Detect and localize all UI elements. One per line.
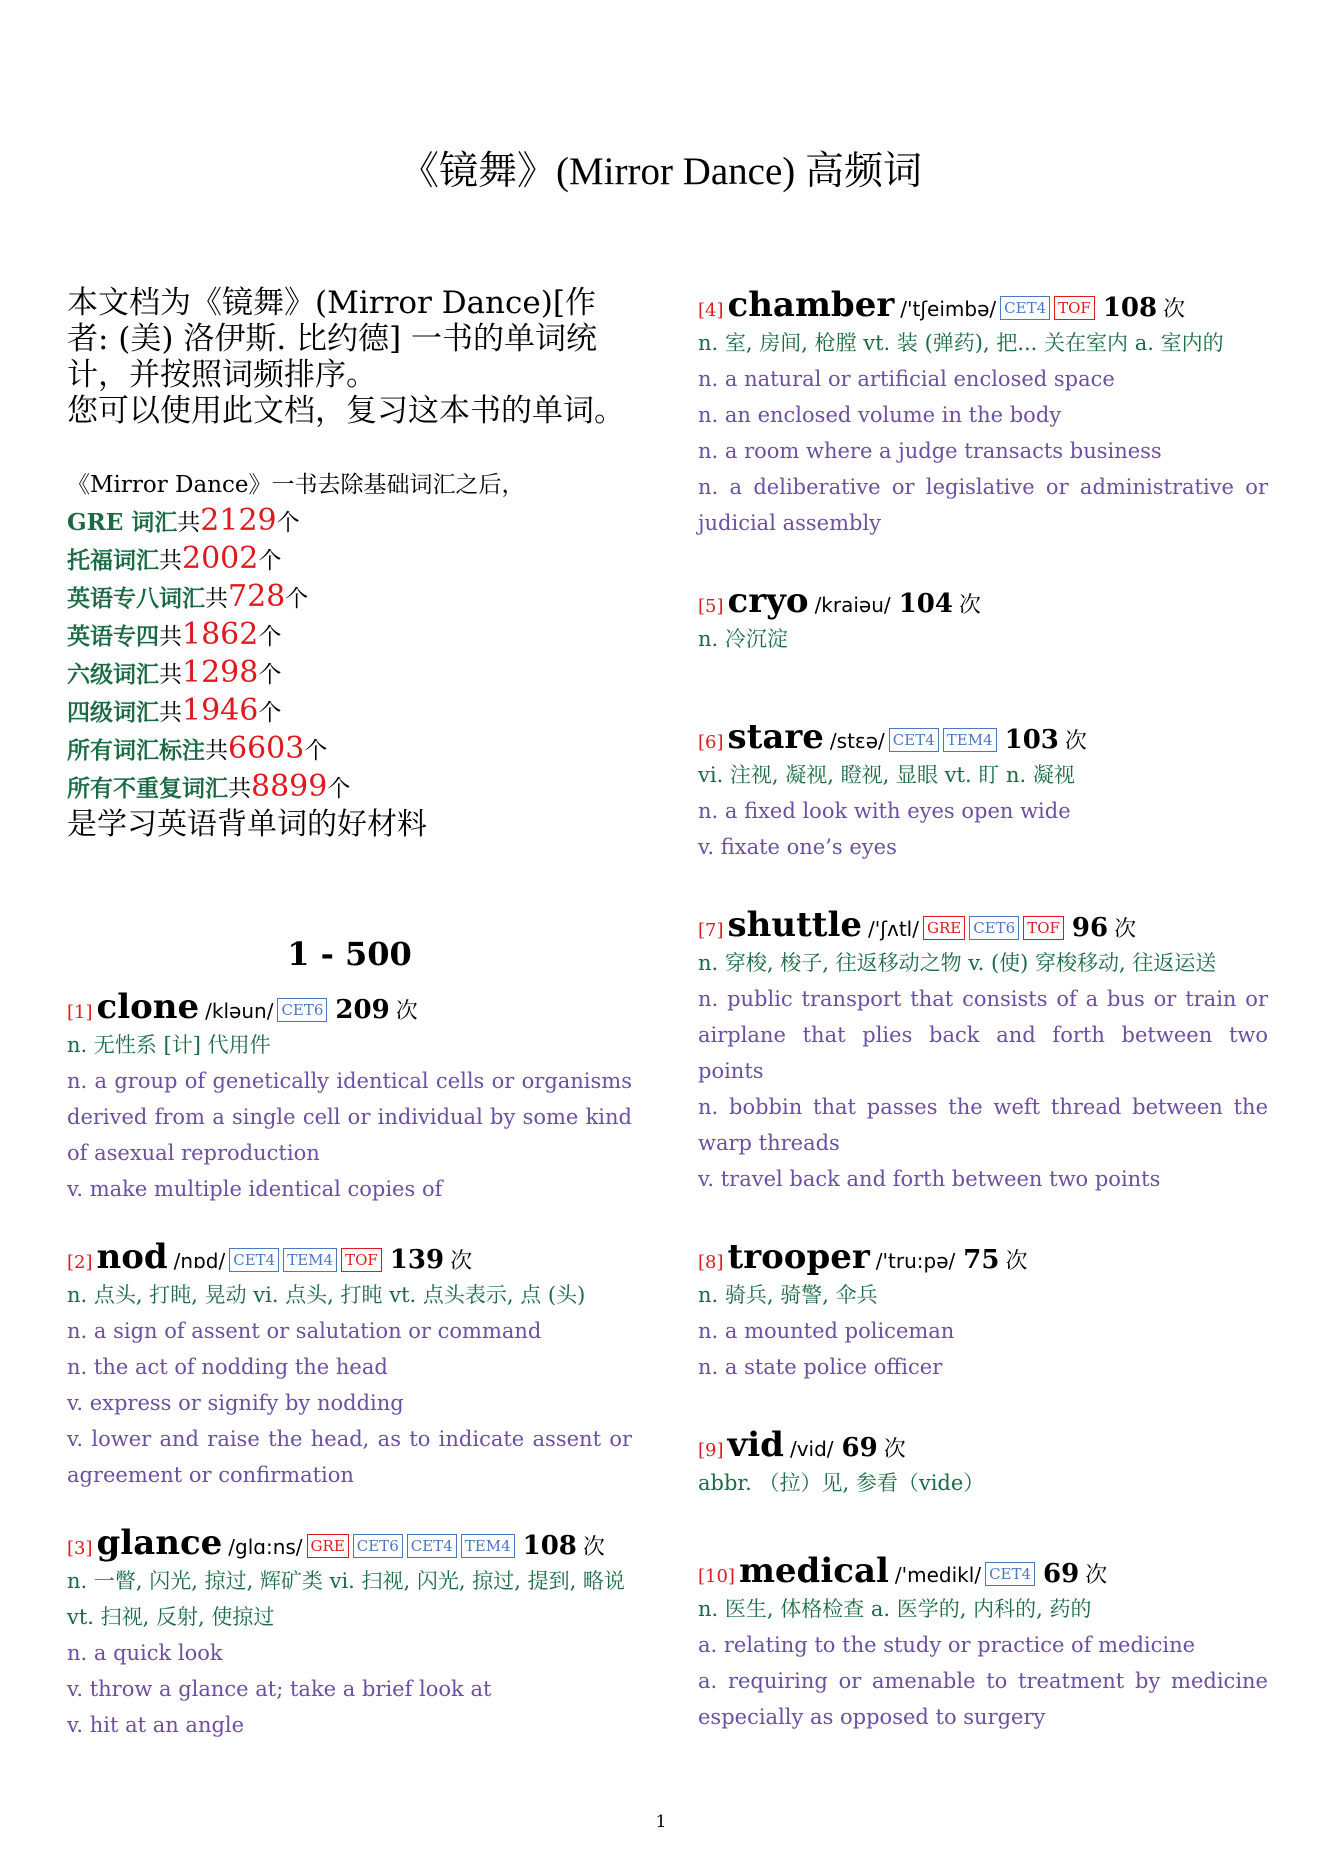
stat-count: 1298 [182, 655, 259, 690]
entry-head [67, 1523, 632, 1563]
stat-unit: 个 [258, 662, 282, 688]
stat-mid: 共 [177, 510, 201, 536]
english-definition: v. fixate one’s eyes [698, 835, 897, 859]
entry-index: [1] [67, 1002, 93, 1023]
entry-frequency: 108 [1102, 293, 1158, 323]
entry-index: [3] [67, 1538, 93, 1559]
right-column [698, 285, 1268, 1765]
entry-index: [5] [698, 596, 724, 617]
entry-frequency: 108 [522, 1531, 577, 1561]
exam-tag: TEM4 [943, 728, 997, 752]
entry-frequency: 96 [1071, 913, 1109, 943]
stat-label: 六级词汇 [67, 661, 159, 688]
word-entry [67, 987, 632, 1207]
entry-phonetic: /'tru:pə/ [875, 1249, 956, 1273]
entry-head [698, 285, 1268, 325]
frequency-unit: 次 [1163, 297, 1186, 322]
chinese-definition: n. 穿梭, 梭子, 往返移动之物 v. (使) 穿梭移动, 往返运送 [698, 951, 1217, 975]
stat-label: 所有不重复词汇 [67, 775, 228, 802]
entry-phonetic: /glɑ:ns/ [228, 1535, 303, 1559]
entry-head [67, 1237, 632, 1277]
english-definition: v. lower and raise the head, as to indicate assent or agreement or confirmation [67, 1427, 632, 1487]
chinese-definition: n. 医生, 体格检查 a. 医学的, 内科的, 药的 [698, 1597, 1092, 1621]
stat-unit: 个 [276, 510, 300, 536]
english-definition: a. relating to the study or practice of medicine [698, 1633, 1196, 1657]
english-definition: v. make multiple identical copies of [67, 1177, 443, 1201]
exam-tag: CET4 [407, 1534, 457, 1558]
stat-mid: 共 [159, 548, 182, 574]
stat-unit: 个 [285, 586, 309, 612]
stat-line [67, 693, 632, 731]
frequency-unit: 次 [450, 1249, 473, 1274]
stat-label: 英语专四 [67, 623, 159, 650]
exam-tag: TOF [1054, 296, 1095, 320]
entry-word: chamber [727, 285, 895, 325]
entry-frequency: 69 [1043, 1559, 1080, 1589]
entry-phonetic: /'tʃeimbə/ [900, 297, 997, 321]
stat-unit: 个 [258, 700, 282, 726]
intro-paragraph [67, 285, 632, 429]
chinese-definition: n. 室, 房间, 枪膛 vt. 装 (弹药), 把... 关在室内 a. 室内的 [698, 331, 1224, 355]
frequency-unit: 次 [883, 1437, 906, 1462]
stat-label: 四级词汇 [67, 699, 159, 726]
stat-count: 1862 [182, 617, 259, 652]
entry-word: shuttle [727, 905, 863, 945]
page-number: 1 [655, 1812, 667, 1832]
entry-head [67, 987, 632, 1027]
stat-unit: 个 [258, 624, 282, 650]
entry-phonetic: /'medikl/ [894, 1563, 982, 1587]
stat-mid: 共 [159, 700, 182, 726]
entry-index: [6] [698, 732, 724, 753]
exam-tag: GRE [307, 1534, 349, 1558]
frequency-unit: 次 [582, 1535, 605, 1560]
chinese-definition: vi. 注视, 凝视, 瞪视, 显眼 vt. 盯 n. 凝视 [698, 763, 1075, 787]
entry-head [698, 581, 1268, 621]
stat-count: 8899 [251, 769, 328, 804]
entry-word: glance [96, 1523, 223, 1563]
stat-line [67, 579, 632, 617]
entry-head [698, 1425, 1268, 1465]
entry-head [698, 1551, 1268, 1591]
entry-frequency: 69 [841, 1433, 878, 1463]
entry-word: cryo [727, 581, 809, 621]
word-entry [67, 1523, 632, 1743]
entry-index: [10] [698, 1566, 735, 1587]
entry-word: trooper [727, 1237, 870, 1277]
entry-phonetic: /kləun/ [205, 999, 274, 1023]
exam-tag: GRE [923, 916, 965, 940]
page-title: 《镜舞》(Mirror Dance) 高频词 [399, 150, 923, 193]
word-entry [698, 1551, 1268, 1735]
word-entry [698, 1425, 1268, 1501]
exam-tag: TEM4 [461, 1534, 515, 1558]
exam-tag: CET6 [277, 998, 327, 1022]
entries-left [67, 987, 632, 1743]
english-definition: n. a quick look [67, 1641, 223, 1665]
entry-frequency: 209 [335, 995, 390, 1025]
intro-line-1: 本文档为《镜舞》(Mirror Dance)[作者: (美) 洛伊斯. 比约德] 一书的单词统计，并按照词频排序。 [67, 285, 597, 393]
word-entry [67, 1237, 632, 1493]
stat-line [67, 541, 632, 579]
entry-phonetic: /vid/ [789, 1437, 834, 1461]
stat-label: 托福词汇 [67, 547, 159, 574]
word-entry [698, 905, 1268, 1197]
english-definition: n. a fixed look with eyes open wide [698, 799, 1071, 823]
frequency-unit: 次 [395, 999, 418, 1024]
frequency-unit: 次 [958, 593, 981, 618]
frequency-unit: 次 [1085, 1563, 1108, 1588]
stat-line [67, 655, 632, 693]
entry-frequency: 75 [963, 1245, 1000, 1275]
stat-mid: 共 [228, 776, 251, 802]
range-heading: 1 - 500 [287, 935, 412, 973]
stat-label: GRE 词汇 [67, 509, 178, 536]
english-definition: v. hit at an angle [67, 1713, 245, 1737]
chinese-definition: abbr. （拉）见, 参看（vide） [698, 1471, 985, 1495]
chinese-definition: n. 点头, 打盹, 晃动 vi. 点头, 打盹 vt. 点头表示, 点 (头) [67, 1283, 586, 1307]
english-definition: a. requiring or amenable to treatment by medicine especially as opposed to surgery [698, 1669, 1268, 1729]
stat-unit: 个 [304, 738, 328, 764]
exam-tag: CET6 [353, 1534, 403, 1558]
word-entry [698, 1237, 1268, 1385]
english-definition: n. a natural or artificial enclosed space [698, 367, 1115, 391]
stat-count: 728 [228, 579, 286, 614]
stat-unit: 个 [258, 548, 282, 574]
english-definition: n. an enclosed volume in the body [698, 403, 1062, 427]
stat-line [67, 503, 632, 541]
stat-mid: 共 [159, 624, 182, 650]
chinese-definition: n. 骑兵, 骑警, 伞兵 [698, 1283, 878, 1307]
entry-index: [8] [698, 1252, 724, 1273]
english-definition: n. the act of nodding the head [67, 1355, 388, 1379]
english-definition: n. bobbin that passes the weft thread between the warp threads [698, 1095, 1268, 1155]
english-definition: n. a sign of assent or salutation or command [67, 1319, 542, 1343]
entry-phonetic: /'ʃʌtl/ [868, 917, 919, 941]
exam-tag: CET4 [229, 1248, 279, 1272]
left-column [67, 285, 632, 1773]
entry-index: [9] [698, 1440, 724, 1461]
english-definition: v. express or signify by nodding [67, 1391, 404, 1415]
exam-tag: TEM4 [283, 1248, 337, 1272]
entry-frequency: 103 [1004, 725, 1059, 755]
entry-word: vid [727, 1425, 784, 1465]
english-definition: n. a group of genetically identical cells or organisms derived from a single cell or individual by some kind of asexual reproduction [67, 1069, 632, 1165]
entry-head [698, 717, 1268, 757]
summary-closing: 是学习英语背单词的好材料 [67, 807, 427, 842]
stat-count: 2129 [200, 503, 277, 538]
stats-list [67, 503, 632, 807]
entry-index: [7] [698, 920, 724, 941]
exam-tag: TOF [341, 1248, 382, 1272]
entry-frequency: 104 [898, 589, 953, 619]
chinese-definition: n. 一瞥, 闪光, 掠过, 辉矿类 vi. 扫视, 闪光, 掠过, 提到, 略说 vt. 扫视, 反射, 使掠过 [67, 1569, 625, 1629]
intro-line-2: 您可以使用此文档，复习这本书的单词。 [67, 393, 625, 429]
chinese-definition: n. 冷沉淀 [698, 627, 788, 651]
stat-mid: 共 [159, 662, 182, 688]
stat-mid: 共 [205, 738, 228, 764]
entry-word: nod [96, 1237, 168, 1277]
stat-unit: 个 [327, 776, 351, 802]
entry-word: clone [96, 987, 200, 1027]
stat-count: 2002 [182, 541, 259, 576]
entry-index: [4] [698, 300, 724, 321]
english-definition: v. travel back and forth between two points [698, 1167, 1161, 1191]
entry-index: [2] [67, 1252, 93, 1273]
english-definition: n. a room where a judge transacts business [698, 439, 1162, 463]
stat-label: 英语专八词汇 [67, 585, 205, 612]
stat-line [67, 617, 632, 655]
english-definition: n. a deliberative or legislative or administrative or judicial assembly [698, 475, 1268, 535]
stat-mid: 共 [205, 586, 228, 612]
word-entry [698, 581, 1268, 657]
word-entry [698, 717, 1268, 865]
chinese-definition: n. 无性系 [计] 代用件 [67, 1033, 271, 1057]
entry-head [698, 905, 1268, 945]
summary-lead: 《Mirror Dance》一书去除基础词汇之后， [67, 472, 525, 498]
entry-word: stare [727, 717, 824, 757]
entry-frequency: 139 [389, 1245, 445, 1275]
exam-tag: CET4 [889, 728, 939, 752]
stat-line [67, 731, 632, 769]
english-definition: n. a mounted policeman [698, 1319, 955, 1343]
frequency-unit: 次 [1005, 1249, 1028, 1274]
exam-tag: CET4 [985, 1562, 1035, 1586]
frequency-unit: 次 [1114, 917, 1137, 942]
stat-count: 1946 [182, 693, 259, 728]
entry-head [698, 1237, 1268, 1277]
english-definition: n. public transport that consists of a bus or train or airplane that plies back and forth between two points [698, 987, 1268, 1083]
exam-tag: CET6 [969, 916, 1019, 940]
entry-phonetic: /stɛə/ [829, 729, 885, 753]
exam-tag: TOF [1023, 916, 1064, 940]
stat-count: 6603 [228, 731, 305, 766]
entry-phonetic: /kraiəu/ [814, 593, 891, 617]
frequency-unit: 次 [1064, 729, 1087, 754]
stat-line [67, 769, 632, 807]
english-definition: n. a state police officer [698, 1355, 943, 1379]
exam-tag: CET4 [1000, 296, 1050, 320]
stat-label: 所有词汇标注 [67, 737, 205, 764]
word-entry [698, 285, 1268, 541]
entries-right [698, 285, 1268, 1735]
english-definition: v. throw a glance at; take a brief look at [67, 1677, 492, 1701]
entry-word: medical [738, 1551, 889, 1591]
entry-phonetic: /nɒd/ [173, 1249, 226, 1273]
